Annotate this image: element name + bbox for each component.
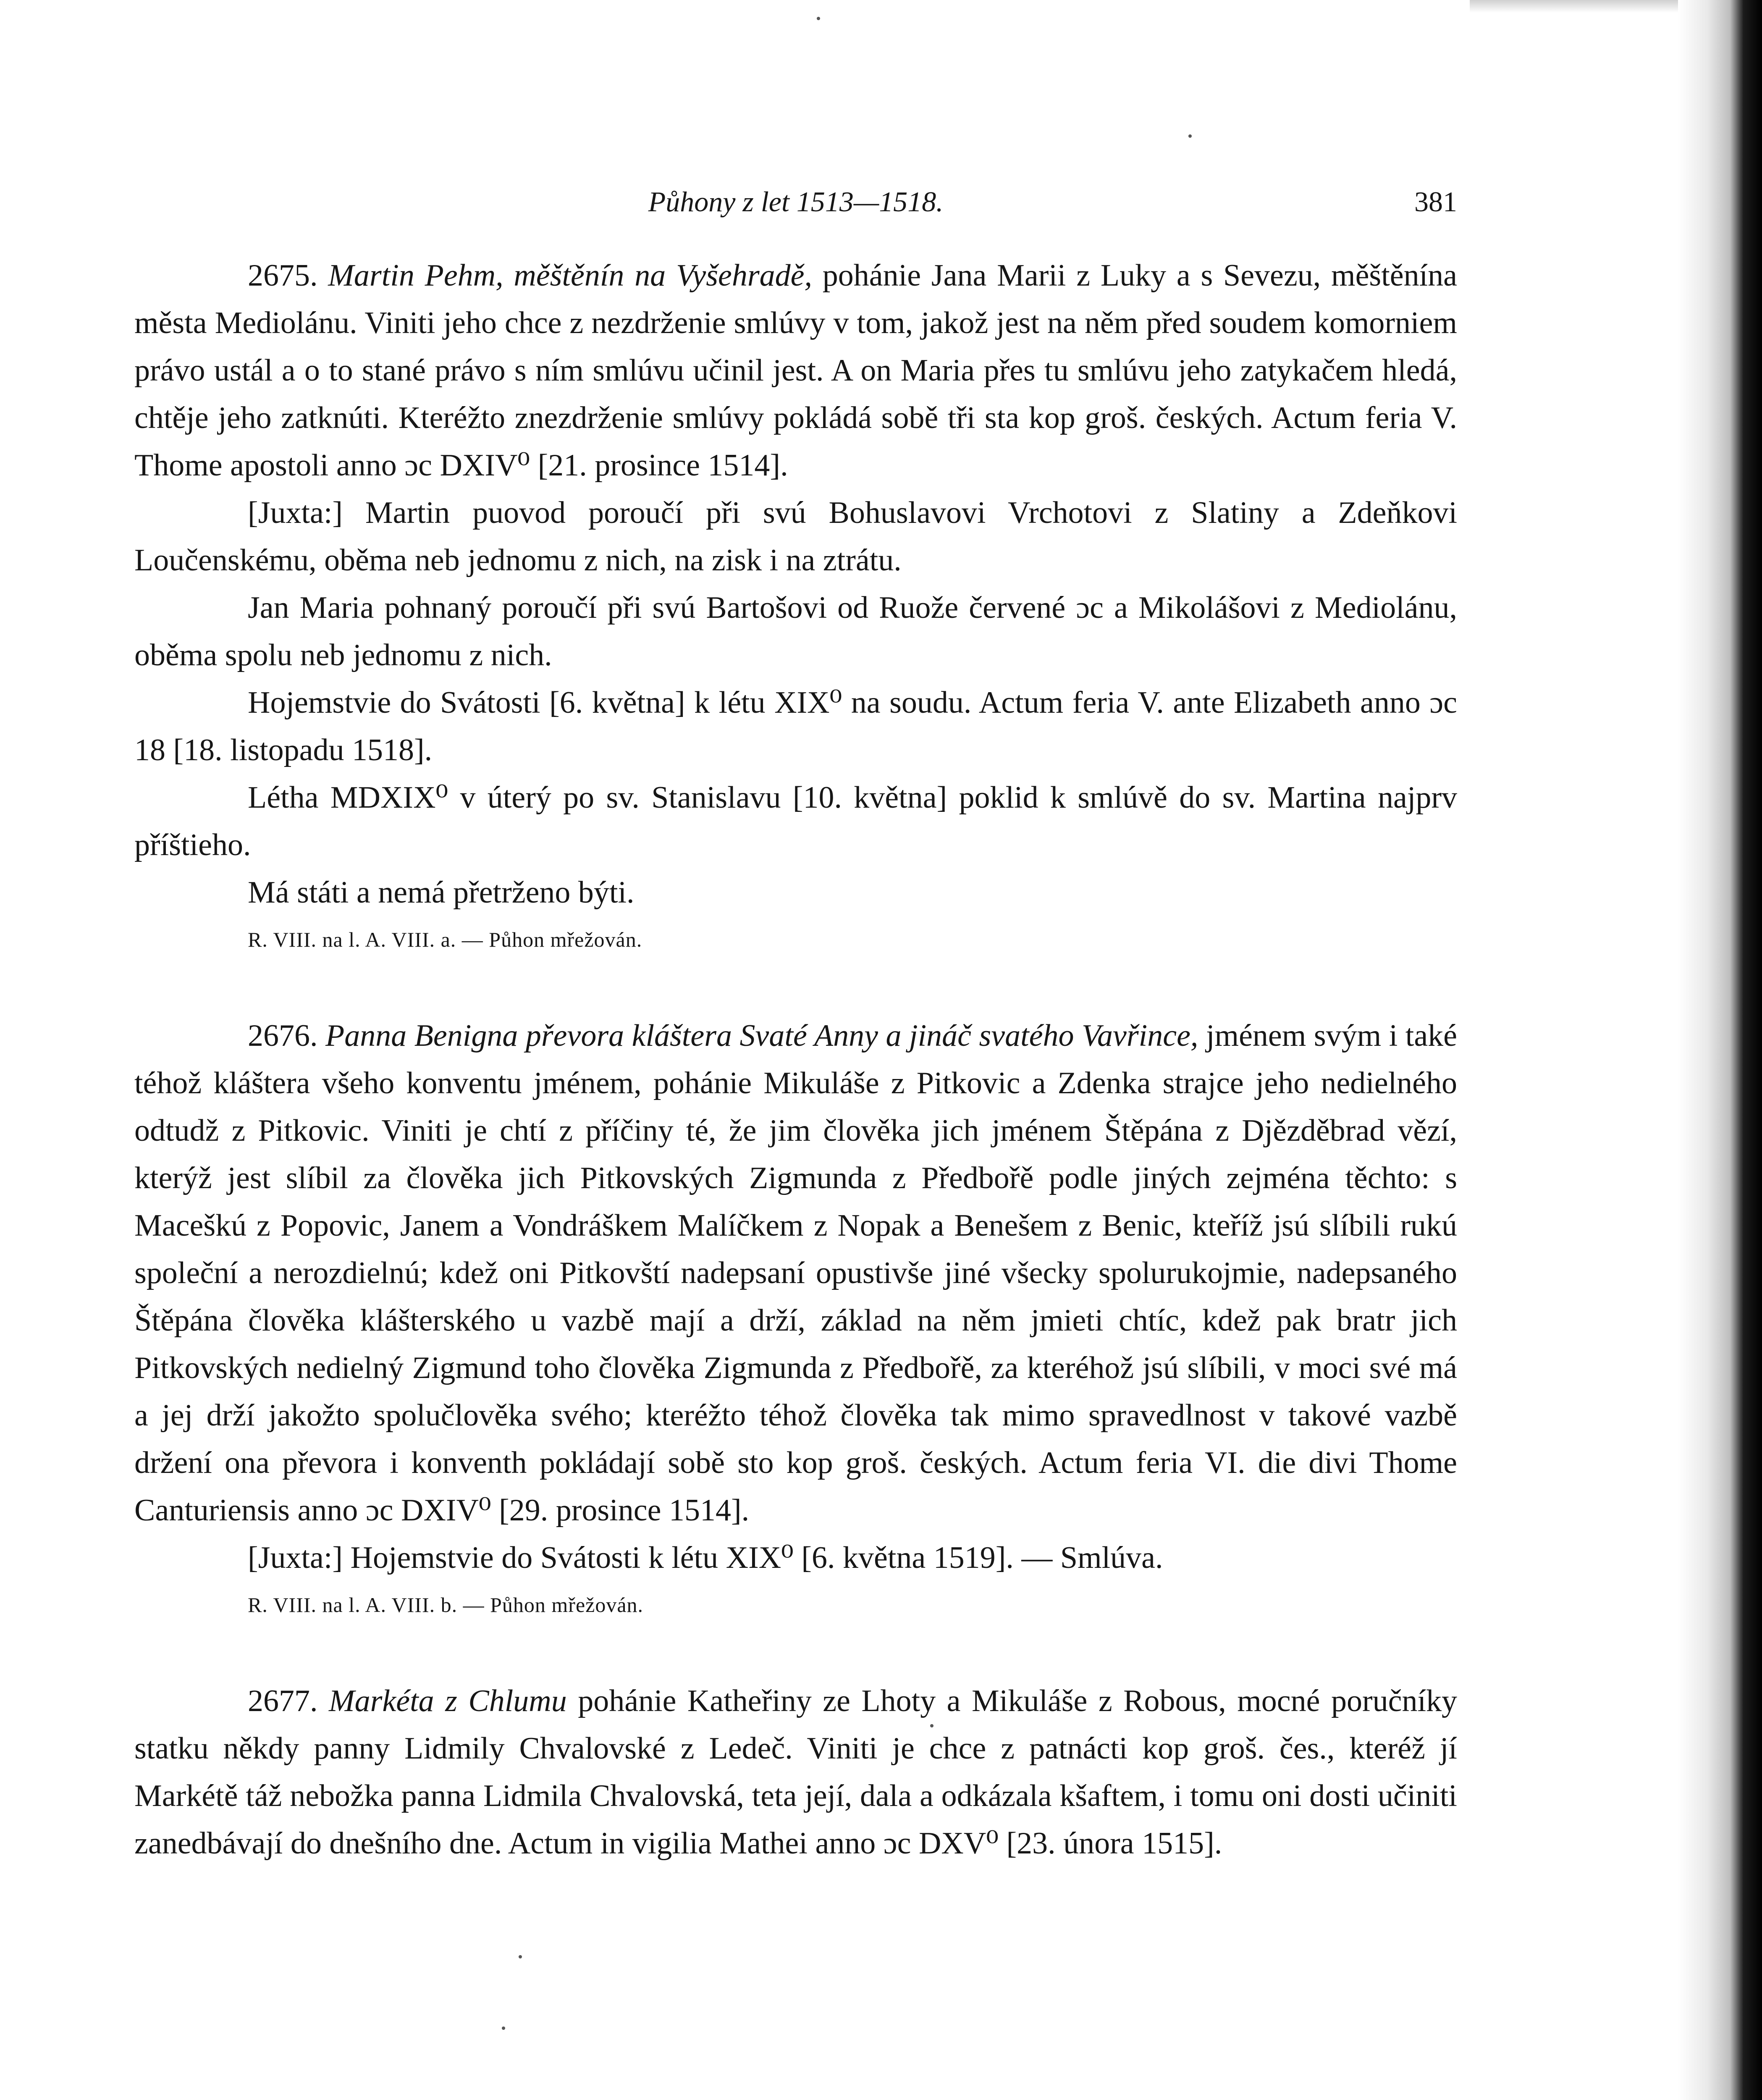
entry-reference: R. VIII. na l. A. VIII. b. — Půhon mřežován. [248, 1593, 644, 1617]
page-text [134, 252, 1457, 1867]
entry-paragraph: Jan Maria pohnaný poroučí při svú Bartošovi od Ruože červené ɔc a Mikolášovi z Mediolánu, oběma spolu neb jednomu z nich. [134, 591, 1457, 672]
entry-2677 [134, 1677, 1457, 1867]
entry-title: Panna Benigna převora kláštera Svaté Anny a jináč svatého Vavřince, [325, 1018, 1198, 1053]
entry-paragraph: [Juxta:] Martin puovod poroučí při svú Bohuslavovi Vrchotovi z Slatiny a Zdeňkovi Loučenskému, oběma neb jednomu z nich, na zisk i na ztrátu. [134, 496, 1457, 578]
entry-reference: R. VIII. na l. A. VIII. a. — Půhon mřežován. [248, 928, 642, 951]
entry-separator [134, 1628, 1457, 1677]
entry-separator [134, 963, 1457, 1012]
entry-paragraph: Létha MDXIX⁰ v úterý po sv. Stanislavu [10. května] poklid k smlúvě do sv. Martina najprv příštieho. [134, 780, 1457, 862]
entry-paragraph: Má státi a nemá přetrženo býti. [248, 875, 635, 910]
entry-number: 2676. [248, 1018, 318, 1053]
entry-number: 2677. [248, 1684, 318, 1718]
entry-number: 2675. [248, 258, 318, 293]
entry-title: Martin Pehm, měštěnín na Vyšehradě, [328, 258, 813, 293]
entry-title: Markéta z Chlumu [328, 1684, 567, 1718]
scan-edge-shadow-right [1678, 0, 1762, 2100]
page-header [134, 178, 1457, 225]
entry-text: pohánie Katheřiny ze Lhoty a Mikuláše z Robous, mocné poručníky statku někdy panny Lidmily Chvalovské z Ledeč. Viniti je chce z patnácti kop groš. čes., kteréž jí Markétě táž nebožka panna Lidmila Chvalovská, teta její, dala a odkázala kšaftem, i tomu oni dosti učiniti zanedbávají do dnešního dne. Actum in vigilia Mathei anno ɔc DXV⁰ [23. února 1515]. [134, 1684, 1458, 1861]
entry-paragraph: [Juxta:] Hojemstvie do Svátosti k létu XIX⁰ [6. května 1519]. — Smlúva. [248, 1541, 1163, 1575]
entry-first-paragraph [134, 252, 1457, 489]
entry-first-paragraph [134, 1012, 1457, 1534]
page-number: 381 [1414, 186, 1457, 218]
entry-paragraph: Hojemstvie do Svátosti [6. května] k létu XIX⁰ na soudu. Actum feria V. ante Elizabeth anno ɔc 18 [18. listopadu 1518]. [134, 685, 1457, 767]
entry-first-paragraph [134, 1677, 1457, 1867]
entry-text: jménem svým i také téhož kláštera všeho konventu jménem, pohánie Mikuláše z Pitkovic a Zdenka strajce jeho nedielného odtudž z Pitkovic. Viniti je chtí z příčiny té, že jim člověka jich jménem Štěpána z Djězděbrad vězí, kterýž jest slíbil za člověka jich Pitkovských Zigmunda z Předbořě podle jiných zejména těchto: s Maceškú z Popovic, Janem a Vondráškem Malíčkem z Nopak a Benešem z Benic, kteříž jsú slíbili rukú společní a nerozdielnú; kdež oni Pitkovští nadepsaní opustivše jiné všecky spolurukojmie, nadepsaného Štěpána člověka klášterského u vazbě mají a drží, základ na něm jmieti chtíc, kdež pak bratr jich Pitkovských nedielný Zigmund toho člověka Zigmunda z Předbořě, za kteréhož jsú slíbili, v moci své má a jej drží jakožto spolučlověka svého; kteréžto téhož člověka tak mimo spravedlnost v takové vazbě držení ona převora i konventh pokládají sobě sto kop groš. českých. Actum feria VI. die divi Thome Canturiensis anno ɔc DXIV⁰ [29. prosince 1514]. [134, 1018, 1458, 1528]
entry-text: pohánie Jana Marii z Luky a s Sevezu, měštěnína města Mediolánu. Viniti jeho chce z nezdrženie smlúvy v tom, jakož jest na něm před soudem komorniem právo ustál a o to stané právo s ním smlúvu učinil jest. A on Maria přes tu smlúvu jeho zatykačem hledá, chtěje jeho zatknúti. Kteréžto znezdrženie smlúvy pokládá sobě tři sta kop groš. českých. Actum feria V. Thome apostoli anno ɔc DXIV⁰ [21. prosince 1514]. [134, 258, 1458, 483]
entry-2676 [134, 1012, 1457, 1628]
entry-2675 [134, 252, 1457, 963]
running-title: Půhony z let 1513—1518. [648, 186, 944, 218]
